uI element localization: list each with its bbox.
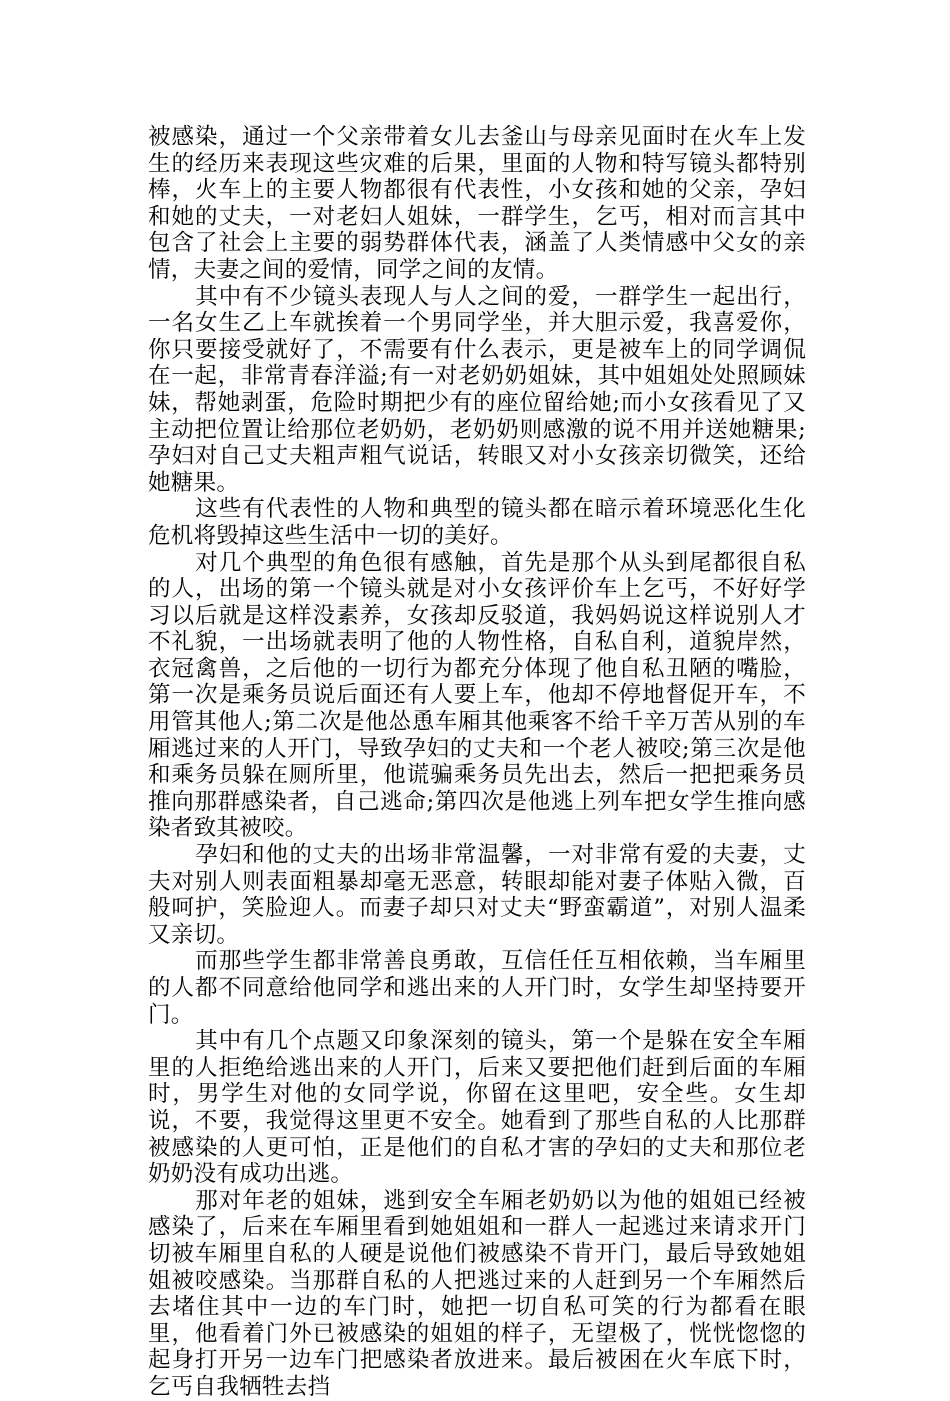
paragraph-1: 被感染，通过一个父亲带着女儿去釜山与母亲见面时在火车上发生的经历来表现这些灾难的后果，里面的人物和特写镜头都特别棒，火车上的主要人物都很有代表性，小女孩和她的父亲，孕妇和她的丈夫，一对老妇人姐妹，一群学生，乞丐，相对而言其中包含了社会上主要的弱势群体代表，涵盖了人类情感中父女的亲情，夫妻之间的爱情，同学之间的友情。 (148, 124, 806, 283)
paragraph-2: 其中有不少镜头表现人与人之间的爱，一群学生一起出行，一名女生乙上车就挨着一个男同学坐，并大胆示爱，我喜爱你，你只要接受就好了，不需要有什么表示，更是被车上的同学调侃在一起，非常青春洋溢;有一对老奶奶姐妹，其中姐姐处处照顾妹妹，帮她剥蛋，危险时期把少有的座位留给她;而小女孩看见了又主动把位置让给那位老奶奶，老奶奶则感激的说不用并送她糖果;孕妇对自己丈夫粗声粗气说话，转眼又对小女孩亲切微笑，还给她糖果。 (148, 283, 806, 496)
paragraph-7: 其中有几个点题又印象深刻的镜头，第一个是躲在安全车厢里的人拒绝给逃出来的人开门，后来又要把他们赶到后面的车厢时，男学生对他的女同学说，你留在这里吧，安全些。女生却说，不要，我觉得这里更不安全。她看到了那些自私的人比那群被感染的人更可怕，正是他们的自私才害的孕妇的丈夫和那位老奶奶没有成功出逃。 (148, 1028, 806, 1188)
paragraph-3: 这些有代表性的人物和典型的镜头都在暗示着环境恶化生化危机将毁掉这些生活中一切的美好。 (148, 496, 806, 549)
paragraph-4: 对几个典型的角色很有感触，首先是那个从头到尾都很自私的人，出场的第一个镜头就是对小女孩评价车上乞丐，不好好学习以后就是这样没素养，女孩却反驳道，我妈妈说这样说别人才不礼貌，一出场就表明了他的人物性格，自私自利，道貌岸然，衣冠禽兽，之后他的一切行为都充分体现了他自私丑陋的嘴脸，第一次是乘务员说后面还有人要上车，他却不停地督促开车，不用管其他人;第二次是他怂恿车厢其他乘客不给千辛万苦从别的车厢逃过来的人开门，导致孕妇的丈夫和一个老人被咬;第三次是他和乘务员躲在厕所里，他谎骗乘务员先出去，然后一把把乘务员推向那群感染者，自己逃命;第四次是他逃上列车把女学生推向感染者致其被咬。 (148, 549, 806, 842)
paragraph-5: 孕妇和他的丈夫的出场非常温馨，一对非常有爱的夫妻，丈夫对别人则表面粗暴却毫无恶意，转眼却能对妻子体贴入微，百般呵护，笑脸迎人。而妻子却只对丈夫“野蛮霸道”，对别人温柔又亲切。 (148, 842, 806, 948)
paragraph-8: 那对年老的姐妹，逃到安全车厢老奶奶以为他的姐姐已经被感染了，后来在车厢里看到她姐姐和一群人一起逃过来请求开门切被车厢里自私的人硬是说他们被感染不肯开门，最后导致她姐姐被咬感染。当那群自私的人把逃过来的人赶到另一个车厢然后去堵住其中一边的车门时，她把一切自私可笑的行为都看在眼里，他看着门外已被感染的姐姐的样子，无望极了，恍恍惚惚的起身打开另一边车门把感染者放进来。最后被困在火车底下时，乞丐自我牺牲去挡 (148, 1187, 806, 1400)
document-body (148, 124, 806, 1401)
paragraph-6: 而那些学生都非常善良勇敢，互信任任互相依赖，当车厢里的人都不同意给他同学和逃出来的人开门时，女学生却坚持要开门。 (148, 948, 806, 1028)
